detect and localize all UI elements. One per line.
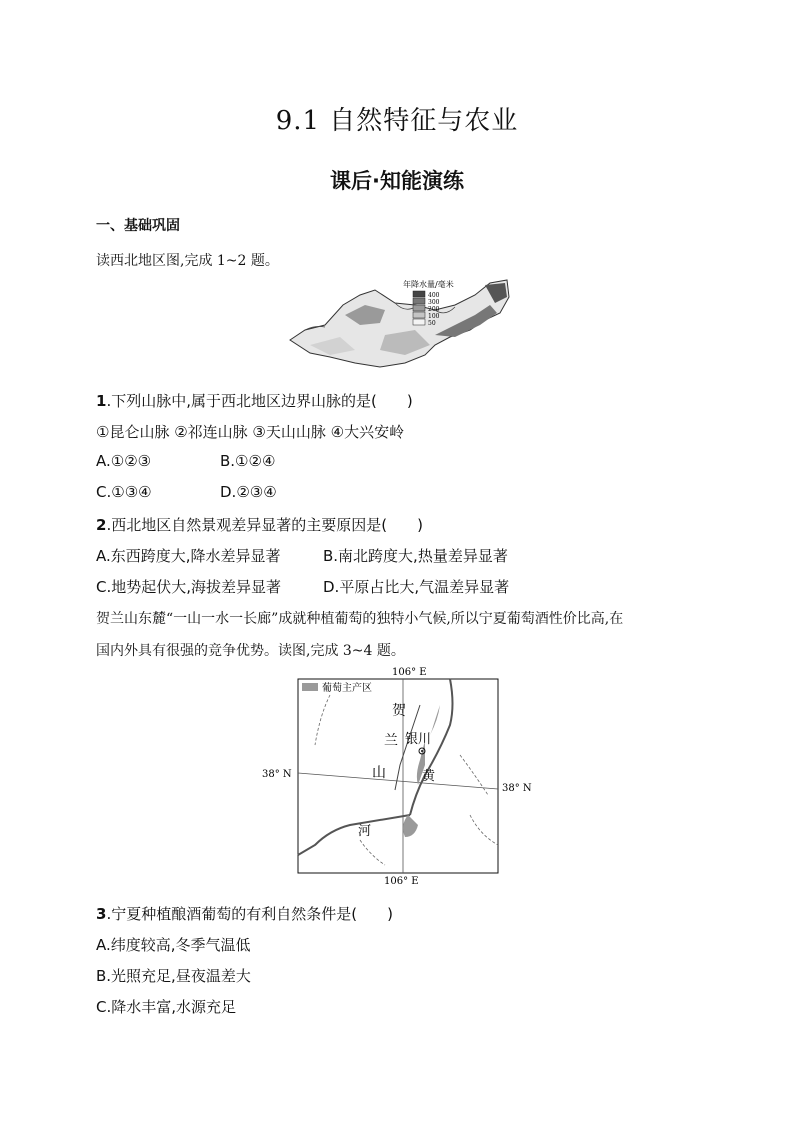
intro-text-2: 贺兰山东麓“一山一水一长廊”成就种植葡萄的独特小气候,所以宁夏葡萄酒性价比高,在 xyxy=(96,611,624,627)
question-paren: ) xyxy=(387,905,393,923)
lat-label-left: 38° N xyxy=(262,769,292,780)
question-2 xyxy=(96,514,423,535)
legend-value: 400 xyxy=(428,292,440,299)
legend-value: 100 xyxy=(428,313,440,320)
legend-value: 200 xyxy=(428,306,440,313)
legend-swatch-400 xyxy=(413,291,425,297)
question-number: 2 xyxy=(96,516,107,534)
page-subtitle: 课后·知能演练 xyxy=(330,169,464,193)
option-c: C.①③④ xyxy=(96,483,152,501)
intro-text-2-continued: 国内外具有很强的竞争优势。读图,完成 3~4 题。 xyxy=(96,643,405,659)
yinchuan-marker-dot xyxy=(421,750,423,752)
map1-legend-title: 年降水量/毫米 xyxy=(403,280,454,289)
label-he: 贺 xyxy=(392,703,406,719)
question-number: 1 xyxy=(96,392,107,410)
question-text: .宁夏种植酿酒葡萄的有利自然条件是( xyxy=(106,905,358,923)
option-b: B.①②④ xyxy=(220,452,276,470)
intro-text-1: 读西北地区图,完成 1~2 题。 xyxy=(96,253,279,269)
legend-swatch-300 xyxy=(413,298,425,304)
label-lan: 兰 xyxy=(384,733,398,749)
question-paren: ) xyxy=(417,516,423,534)
option-a: A.①②③ xyxy=(96,452,152,470)
option-c: C.降水丰富,水源充足 xyxy=(96,998,237,1016)
lat-label-right: 38° N xyxy=(502,783,532,794)
option-b: B.光照充足,昼夜温差大 xyxy=(96,967,251,985)
option-d: D.②③④ xyxy=(220,483,277,501)
label-yinchuan: 银川 xyxy=(405,732,432,747)
northwest-precipitation-map xyxy=(285,275,515,375)
legend-value: 50 xyxy=(428,320,436,327)
label-huang: 黄 xyxy=(422,769,436,784)
question-number: 3 xyxy=(96,905,107,923)
question-1-items: ①昆仑山脉 ②祁连山脉 ③天山山脉 ④大兴安岭 xyxy=(96,423,405,441)
question-text: .下列山脉中,属于西北地区边界山脉的是( xyxy=(106,392,377,410)
option-d: D.平原占比大,气温差异显著 xyxy=(323,578,510,596)
lon-label-bottom: 106° E xyxy=(384,876,419,887)
section-heading: 一、基础巩固 xyxy=(96,218,180,234)
legend-value: 300 xyxy=(428,299,440,306)
option-a: A.东西跨度大,降水差异显著 xyxy=(96,547,281,565)
question-1 xyxy=(96,390,413,411)
question-paren: ) xyxy=(406,392,413,410)
label-river: 河 xyxy=(358,824,372,839)
lon-label-top: 106° E xyxy=(392,667,427,678)
option-b: B.南北跨度大,热量差异显著 xyxy=(323,547,508,565)
question-text: .西北地区自然景观差异显著的主要原因是( xyxy=(106,516,388,534)
page-title: 9.1 自然特征与农业 xyxy=(275,106,519,136)
legend-swatch-grape xyxy=(302,683,318,691)
label-shan: 山 xyxy=(372,765,386,781)
legend-swatch-200 xyxy=(413,305,425,311)
legend-swatch-50 xyxy=(413,319,425,325)
map2-legend: 葡萄主产区 xyxy=(322,683,372,694)
question-3 xyxy=(96,903,393,924)
ningxia-grape-map xyxy=(260,665,535,890)
legend-swatch-100 xyxy=(413,312,425,318)
option-a: A.纬度较高,冬季气温低 xyxy=(96,936,251,954)
option-c: C.地势起伏大,海拔差异显著 xyxy=(96,578,282,596)
